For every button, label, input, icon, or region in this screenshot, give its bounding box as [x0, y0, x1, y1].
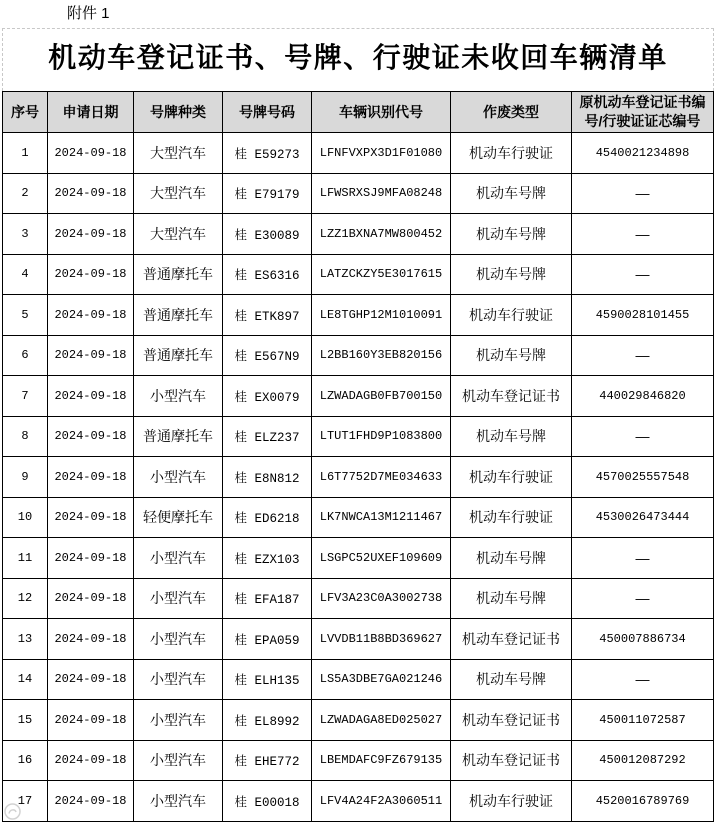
cell-certificate-number: 440029846820 [572, 376, 713, 416]
cell-index: 12 [3, 579, 47, 619]
cell-void-type: 机动车行驶证 [451, 133, 571, 173]
cell-void-type: 机动车号牌 [451, 538, 571, 578]
cell-void-type: 机动车行驶证 [451, 295, 571, 335]
cell-plate-number: 桂 ELH135 [223, 660, 311, 700]
cell-plate-number: 桂 EX0079 [223, 376, 311, 416]
cell-void-type: 机动车号牌 [451, 579, 571, 619]
cell-plate-type: 小型汽车 [134, 781, 222, 821]
cell-application-date: 2024-09-18 [48, 579, 133, 619]
cell-application-date: 2024-09-18 [48, 214, 133, 254]
cell-application-date: 2024-09-18 [48, 457, 133, 497]
cell-void-type: 机动车行驶证 [451, 498, 571, 538]
cell-application-date: 2024-09-18 [48, 538, 133, 578]
cell-vin: LZZ1BXNA7MW800452 [312, 214, 450, 254]
cell-vin: L2BB160Y3EB820156 [312, 336, 450, 376]
cell-index: 13 [3, 619, 47, 659]
cell-vin: LS5A3DBE7GA021246 [312, 660, 450, 700]
cell-index: 4 [3, 255, 47, 295]
cell-plate-number: 桂 E567N9 [223, 336, 311, 376]
cell-void-type: 机动车登记证书 [451, 619, 571, 659]
cell-void-type: 机动车号牌 [451, 214, 571, 254]
cell-application-date: 2024-09-18 [48, 376, 133, 416]
cell-plate-number: 桂 E59273 [223, 133, 311, 173]
cell-void-type: 机动车行驶证 [451, 457, 571, 497]
cell-index: 16 [3, 741, 47, 781]
cell-vin: LFV3A23C0A3002738 [312, 579, 450, 619]
cell-index: 2 [3, 174, 47, 214]
cell-plate-type: 大型汽车 [134, 133, 222, 173]
cell-certificate-number: — [572, 336, 713, 376]
cell-vin: LATZCKZY5E3017615 [312, 255, 450, 295]
cell-plate-number: 桂 EZX103 [223, 538, 311, 578]
cell-application-date: 2024-09-18 [48, 619, 133, 659]
cell-index: 1 [3, 133, 47, 173]
cell-plate-number: 桂 E8N812 [223, 457, 311, 497]
cell-plate-type: 普通摩托车 [134, 295, 222, 335]
cell-application-date: 2024-09-18 [48, 781, 133, 821]
column-header-application-date: 申请日期 [48, 92, 133, 132]
cell-plate-type: 轻便摩托车 [134, 498, 222, 538]
attachment-label: 附件 1 [67, 5, 110, 22]
cell-application-date: 2024-09-18 [48, 133, 133, 173]
cell-certificate-number: 4590028101455 [572, 295, 713, 335]
cell-certificate-number: — [572, 214, 713, 254]
cell-vin: LSGPC52UXEF109609 [312, 538, 450, 578]
cell-plate-type: 普通摩托车 [134, 417, 222, 457]
cell-index: 17 [3, 781, 47, 821]
cell-vin: LK7NWCA13M1211467 [312, 498, 450, 538]
cell-plate-type: 小型汽车 [134, 660, 222, 700]
cell-vin: LVVDB11B8BD369627 [312, 619, 450, 659]
cell-plate-number: 桂 E00018 [223, 781, 311, 821]
cell-plate-type: 小型汽车 [134, 700, 222, 740]
document-title: 机动车登记证书、号牌、行驶证未收回车辆清单 [48, 41, 668, 74]
cell-void-type: 机动车号牌 [451, 174, 571, 214]
cell-plate-number: 桂 EPA059 [223, 619, 311, 659]
cell-application-date: 2024-09-18 [48, 660, 133, 700]
cell-certificate-number: — [572, 174, 713, 214]
cell-index: 5 [3, 295, 47, 335]
cell-vin: L6T7752D7ME034633 [312, 457, 450, 497]
cell-certificate-number: 4530026473444 [572, 498, 713, 538]
column-header-index: 序号 [3, 92, 47, 132]
cell-certificate-number: — [572, 255, 713, 295]
cell-vin: LE8TGHP12M1010091 [312, 295, 450, 335]
cell-certificate-number: 4570025557548 [572, 457, 713, 497]
cell-plate-type: 小型汽车 [134, 579, 222, 619]
cell-index: 14 [3, 660, 47, 700]
cell-plate-type: 小型汽车 [134, 376, 222, 416]
cell-application-date: 2024-09-18 [48, 741, 133, 781]
cell-application-date: 2024-09-18 [48, 336, 133, 376]
cell-vin: LFWSRXSJ9MFA08248 [312, 174, 450, 214]
column-header-plate-number: 号牌号码 [223, 92, 311, 132]
cell-certificate-number: 450007886734 [572, 619, 713, 659]
cell-vin: LFNFVXPX3D1F01080 [312, 133, 450, 173]
title-frame [2, 28, 714, 91]
cell-plate-number: 桂 EL8992 [223, 700, 311, 740]
cell-certificate-number: — [572, 579, 713, 619]
cell-application-date: 2024-09-18 [48, 700, 133, 740]
cell-certificate-number: — [572, 417, 713, 457]
cell-certificate-number: — [572, 660, 713, 700]
cell-void-type: 机动车号牌 [451, 417, 571, 457]
cell-plate-type: 小型汽车 [134, 457, 222, 497]
cell-plate-number: 桂 EFA187 [223, 579, 311, 619]
cell-index: 3 [3, 214, 47, 254]
cell-plate-number: 桂 E30089 [223, 214, 311, 254]
cell-void-type: 机动车号牌 [451, 660, 571, 700]
cell-void-type: 机动车登记证书 [451, 376, 571, 416]
column-header-certificate-number: 原机动车登记证书编号/行驶证证芯编号 [572, 92, 713, 132]
cell-plate-type: 大型汽车 [134, 214, 222, 254]
cell-vin: LTUT1FHD9P1083800 [312, 417, 450, 457]
cell-application-date: 2024-09-18 [48, 498, 133, 538]
cell-application-date: 2024-09-18 [48, 255, 133, 295]
vehicle-table [2, 91, 714, 822]
cell-plate-number: 桂 ED6218 [223, 498, 311, 538]
cell-application-date: 2024-09-18 [48, 295, 133, 335]
cell-plate-number: 桂 E79179 [223, 174, 311, 214]
cell-certificate-number: 450011072587 [572, 700, 713, 740]
column-header-void-type: 作废类型 [451, 92, 571, 132]
cell-index: 9 [3, 457, 47, 497]
cell-vin: LZWADAGB0FB700150 [312, 376, 450, 416]
cell-index: 6 [3, 336, 47, 376]
cell-plate-number: 桂 ETK897 [223, 295, 311, 335]
cell-void-type: 机动车行驶证 [451, 781, 571, 821]
cell-plate-number: 桂 ES6316 [223, 255, 311, 295]
cell-vin: LZWADAGA8ED025027 [312, 700, 450, 740]
cell-plate-type: 小型汽车 [134, 538, 222, 578]
cell-plate-type: 小型汽车 [134, 741, 222, 781]
cell-index: 7 [3, 376, 47, 416]
cell-certificate-number: 4540021234898 [572, 133, 713, 173]
cell-index: 10 [3, 498, 47, 538]
cell-void-type: 机动车登记证书 [451, 741, 571, 781]
column-header-vin: 车辆识别代号 [312, 92, 450, 132]
cell-vin: LFV4A24F2A3060511 [312, 781, 450, 821]
cell-index: 15 [3, 700, 47, 740]
cell-certificate-number: 450012087292 [572, 741, 713, 781]
cell-index: 8 [3, 417, 47, 457]
cell-plate-type: 普通摩托车 [134, 336, 222, 376]
cell-plate-type: 小型汽车 [134, 619, 222, 659]
cell-plate-type: 大型汽车 [134, 174, 222, 214]
cell-void-type: 机动车号牌 [451, 255, 571, 295]
cell-certificate-number: — [572, 538, 713, 578]
column-header-plate-type: 号牌种类 [134, 92, 222, 132]
cell-plate-type: 普通摩托车 [134, 255, 222, 295]
cell-void-type: 机动车登记证书 [451, 700, 571, 740]
cell-application-date: 2024-09-18 [48, 174, 133, 214]
cell-void-type: 机动车号牌 [451, 336, 571, 376]
cell-certificate-number: 4520016789769 [572, 781, 713, 821]
cell-application-date: 2024-09-18 [48, 417, 133, 457]
cell-index: 11 [3, 538, 47, 578]
cell-plate-number: 桂 EHE772 [223, 741, 311, 781]
cell-vin: LBEMDAFC9FZ679135 [312, 741, 450, 781]
cell-plate-number: 桂 ELZ237 [223, 417, 311, 457]
